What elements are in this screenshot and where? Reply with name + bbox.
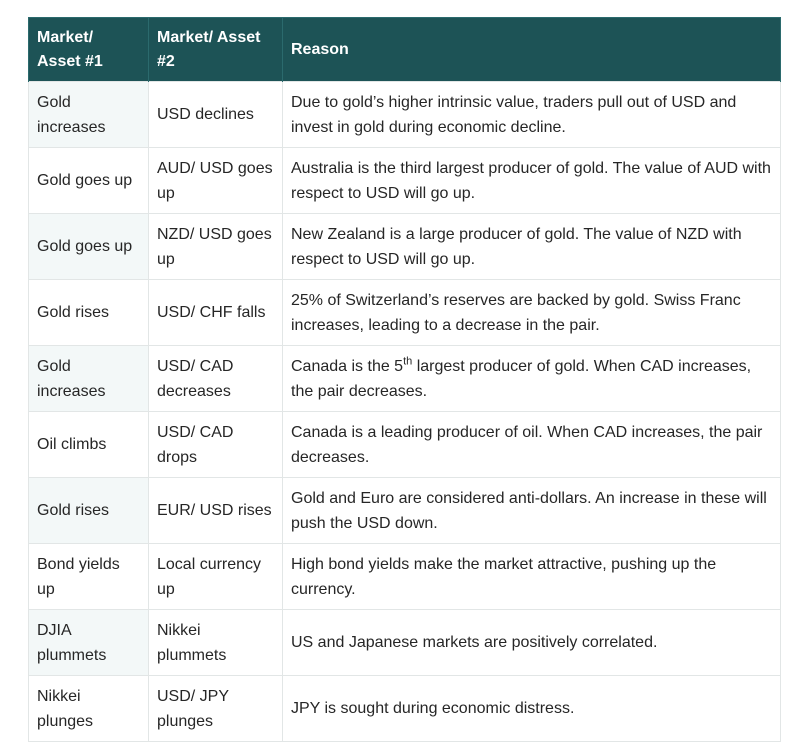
table-container bbox=[28, 17, 780, 742]
cell-asset-2: AUD/ USD goes up bbox=[149, 148, 283, 214]
cell-reason: Due to gold’s higher intrinsic value, traders pull out of USD and invest in gold during economic decline. bbox=[283, 82, 781, 148]
cell-reason: High bond yields make the market attractive, pushing up the currency. bbox=[283, 544, 781, 610]
cell-asset-2: EUR/ USD rises bbox=[149, 478, 283, 544]
cell-asset-2: NZD/ USD goes up bbox=[149, 214, 283, 280]
table-row bbox=[29, 544, 781, 610]
table-row bbox=[29, 478, 781, 544]
cell-asset-2: USD/ CAD drops bbox=[149, 412, 283, 478]
cell-asset-1: Bond yields up bbox=[29, 544, 149, 610]
cell-reason bbox=[283, 346, 781, 412]
cell-asset-2: USD/ CAD decreases bbox=[149, 346, 283, 412]
cell-asset-1: Gold rises bbox=[29, 280, 149, 346]
cell-reason: JPY is sought during economic distress. bbox=[283, 676, 781, 742]
cell-reason: Gold and Euro are considered anti-dollars. An increase in these will push the USD down. bbox=[283, 478, 781, 544]
table-header-row bbox=[29, 18, 781, 82]
cell-asset-1: Gold rises bbox=[29, 478, 149, 544]
table-row bbox=[29, 610, 781, 676]
cell-asset-2: Nikkei plummets bbox=[149, 610, 283, 676]
table-row bbox=[29, 280, 781, 346]
table-row bbox=[29, 676, 781, 742]
cell-asset-2: USD/ JPY plunges bbox=[149, 676, 283, 742]
cell-asset-1: Gold increases bbox=[29, 82, 149, 148]
cell-asset-2: USD declines bbox=[149, 82, 283, 148]
cell-reason: Australia is the third largest producer of gold. The value of AUD with respect to USD will go up. bbox=[283, 148, 781, 214]
cell-asset-1: Nikkei plunges bbox=[29, 676, 149, 742]
cell-asset-2: Local currency up bbox=[149, 544, 283, 610]
header-reason: Reason bbox=[283, 18, 781, 82]
table-row bbox=[29, 412, 781, 478]
table-row bbox=[29, 346, 781, 412]
cell-asset-1: Gold increases bbox=[29, 346, 149, 412]
table-row bbox=[29, 148, 781, 214]
cell-reason: 25% of Switzerland’s reserves are backed by gold. Swiss Franc increases, leading to a decrease in the pair. bbox=[283, 280, 781, 346]
table-row bbox=[29, 82, 781, 148]
ordinal-suffix: th bbox=[403, 355, 413, 368]
market-correlation-table bbox=[28, 17, 781, 742]
cell-asset-2: USD/ CHF falls bbox=[149, 280, 283, 346]
cell-asset-1: DJIA plummets bbox=[29, 610, 149, 676]
cell-asset-1: Gold goes up bbox=[29, 214, 149, 280]
table-row bbox=[29, 214, 781, 280]
header-asset-2: Market/ Asset #2 bbox=[149, 18, 283, 82]
reason-text-end: largest producer of gold. When CAD increases, the pair decreases. bbox=[291, 357, 752, 400]
cell-reason: Canada is a leading producer of oil. When CAD increases, the pair decreases. bbox=[283, 412, 781, 478]
cell-reason: US and Japanese markets are positively correlated. bbox=[283, 610, 781, 676]
cell-asset-1: Gold goes up bbox=[29, 148, 149, 214]
cell-reason: New Zealand is a large producer of gold. The value of NZD with respect to USD will go up. bbox=[283, 214, 781, 280]
reason-text-start: Canada is the 5 bbox=[291, 357, 404, 375]
cell-asset-1: Oil climbs bbox=[29, 412, 149, 478]
header-asset-1: Market/ Asset #1 bbox=[29, 18, 149, 82]
